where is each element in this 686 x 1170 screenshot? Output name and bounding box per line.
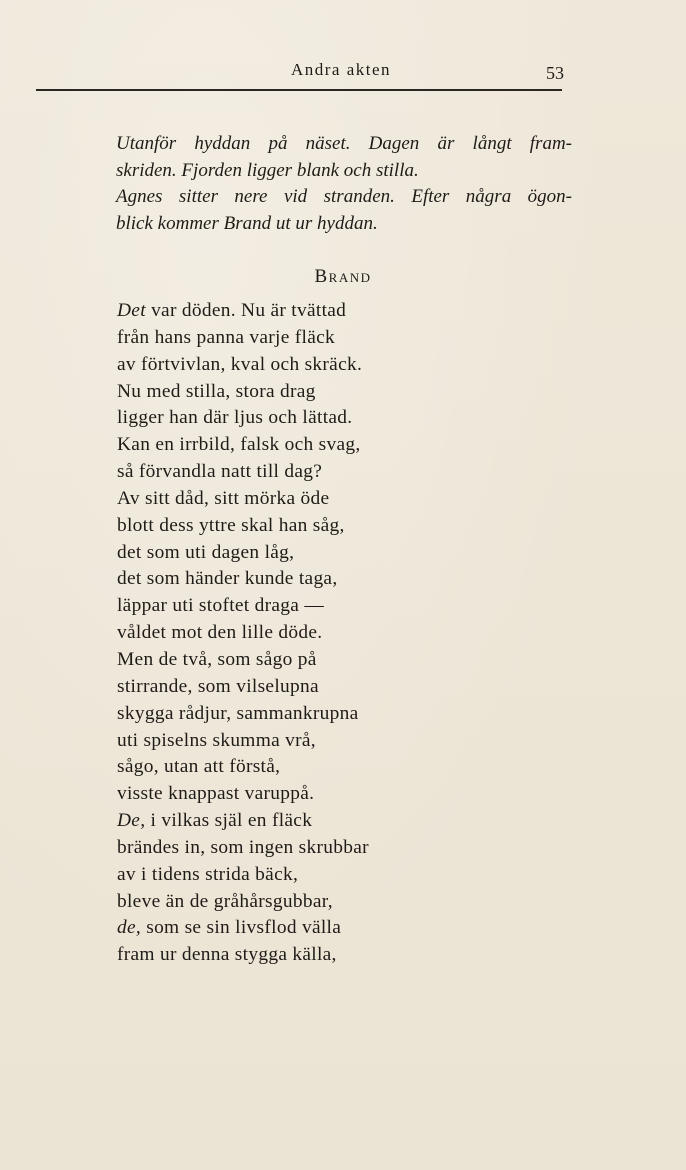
page-number: 53 <box>546 63 564 83</box>
verse-line <box>117 352 369 379</box>
verse-line <box>117 835 369 862</box>
verse-line-text: i vilkas själ en fläck <box>150 810 313 832</box>
verse-line <box>117 432 369 459</box>
verse-line-lead: De, <box>117 810 146 832</box>
verse-line-text: brändes in, som ingen skrubbar <box>117 836 369 858</box>
verse-line <box>117 942 369 969</box>
verse-line <box>117 701 369 728</box>
verse-line-text: det som händer kunde taga, <box>117 568 338 590</box>
verse-line-text: av förtvivlan, kval och skräck. <box>117 353 363 375</box>
verse-line-text: Kan en irrbild, falsk och svag, <box>117 434 361 456</box>
verse-line <box>117 459 369 486</box>
verse-line-text: var döden. Nu är tvättad <box>151 300 347 321</box>
verse-line <box>117 486 369 513</box>
verse-line-text: Men de två, som sågo på <box>117 648 317 670</box>
verse-line <box>117 566 369 593</box>
running-head <box>118 60 564 86</box>
verse-line-text: blott dess yttre skal han såg, <box>117 514 345 536</box>
stage-direction <box>116 131 572 237</box>
verse-line <box>117 379 369 406</box>
verse-block <box>117 298 369 969</box>
verse-line-text: ligger han där ljus och lättad. <box>117 407 353 429</box>
stage-direction-line: Utanför hyddan på näset. Dagen är långt fram- <box>116 133 572 154</box>
verse-line <box>117 620 369 647</box>
verse-line-lead: de, <box>117 917 142 939</box>
verse-line-text: visste knappast varuppå. <box>117 783 315 805</box>
verse-line-text: som se sin livsflod välla <box>146 917 342 939</box>
verse-line <box>117 889 369 916</box>
speaker-name: Brand <box>314 266 372 287</box>
verse-line-text: det som uti dagen låg, <box>117 541 295 563</box>
verse-line <box>117 647 369 674</box>
verse-line <box>117 781 369 808</box>
verse-line-text: sågo, utan att förstå, <box>117 756 281 778</box>
verse-line <box>117 808 369 835</box>
verse-line-text: så förvandla natt till dag? <box>117 461 323 483</box>
verse-line-text: bleve än de gråhårsgubbar, <box>117 890 333 912</box>
verse-line <box>117 674 369 701</box>
verse-line <box>117 915 369 942</box>
verse-line-text: skygga rådjur, sammankrupna <box>117 702 359 724</box>
verse-line <box>117 862 369 889</box>
verse-line <box>117 298 369 325</box>
verse-line-text: uti spiselns skumma vrå, <box>117 729 316 751</box>
verse-line <box>117 728 369 755</box>
verse-line <box>117 593 369 620</box>
verse-line <box>117 513 369 540</box>
stage-direction-line: blick kommer Brand ut ur hyddan. <box>116 212 378 234</box>
verse-line-text: Nu med stilla, stora drag <box>117 380 316 402</box>
running-title: Andra akten <box>290 60 392 79</box>
stage-direction-line: skriden. Fjorden ligger blank och stilla. <box>116 159 419 181</box>
verse-line-text: läppar uti stoftet draga — <box>117 595 325 617</box>
verse-line <box>117 325 369 352</box>
header-rule <box>36 89 562 91</box>
verse-line <box>117 540 369 567</box>
verse-line-text: Av sitt dåd, sitt mörka öde <box>117 487 330 509</box>
verse-line-text: stirrande, som vilselupna <box>117 675 319 697</box>
stage-direction-line: Agnes sitter nere vid stranden. Efter några ögon- <box>116 186 572 207</box>
verse-line-text: fram ur denna stygga källa, <box>117 944 337 966</box>
verse-line <box>117 405 369 432</box>
verse-line-text: våldet mot den lille döde. <box>117 622 323 644</box>
verse-line <box>117 754 369 781</box>
verse-line-lead: Det <box>117 300 146 321</box>
verse-line-text: från hans panna varje fläck <box>117 326 336 348</box>
verse-line-text: av i tidens strida bäck, <box>117 863 299 885</box>
